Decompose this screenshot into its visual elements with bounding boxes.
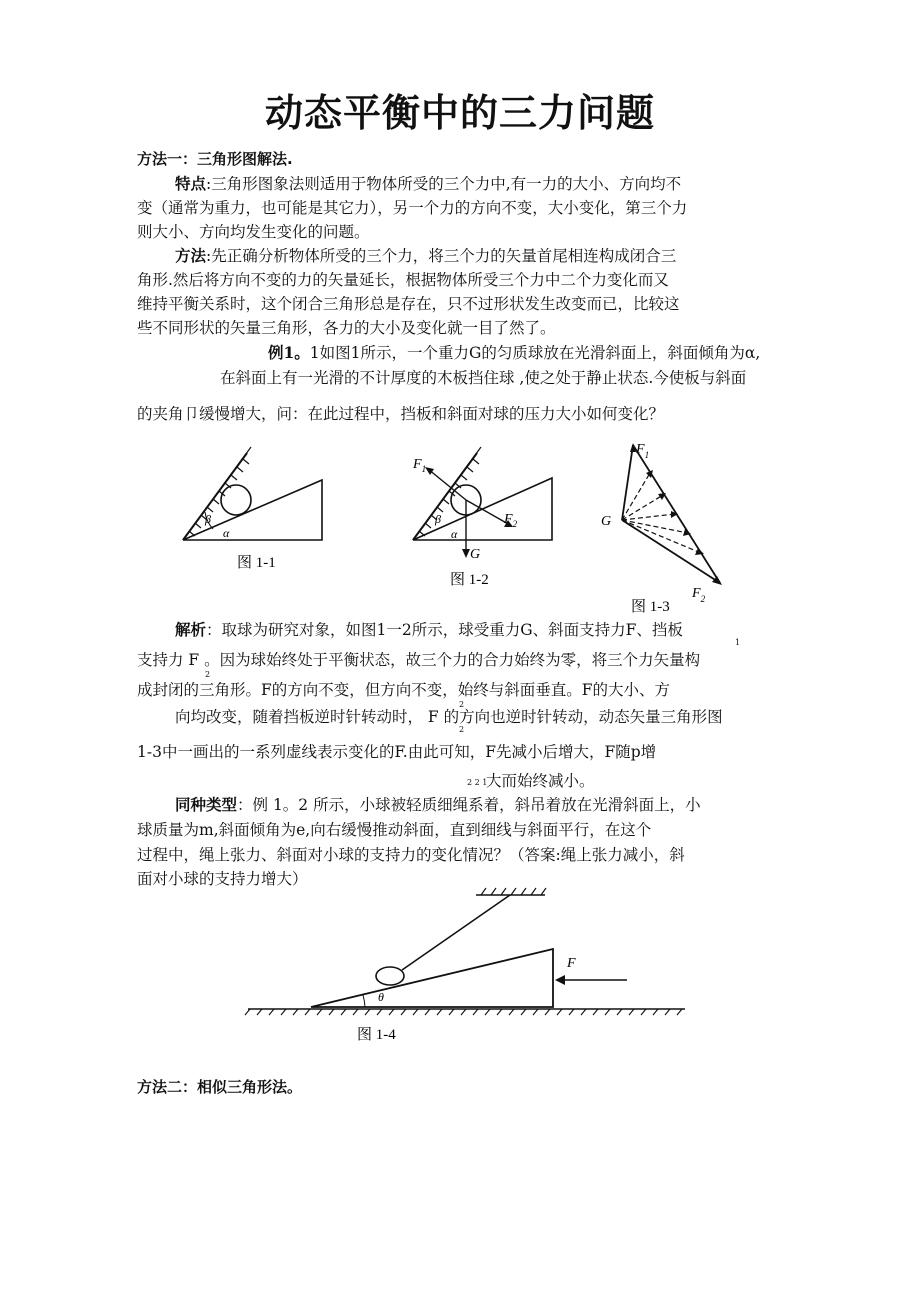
small-ball <box>376 967 404 985</box>
subscript-1: 1 <box>735 638 741 647</box>
same-type-line-1 <box>175 795 701 815</box>
same-type-text: ：例 1。2 所示，小球被轻质细绳系着，斜吊着放在光滑斜面上，小 <box>237 796 701 814</box>
example-label: 例1。 <box>268 343 310 362</box>
page-title: 动态平衡中的三力问题 <box>264 91 655 135</box>
alpha-label-1-1: α <box>223 526 230 540</box>
figure-1-2 <box>405 445 565 595</box>
same-type-line-4: 面对小球的支持力增大） <box>137 870 308 888</box>
alpha-label-1-2: α <box>451 527 458 541</box>
analysis-label: 解析 <box>175 620 207 639</box>
analysis-line-4: 向均改变，随着挡板逆时针转动时， F 的方向也逆时针转动，动态矢量三角形图 <box>175 708 723 726</box>
caption-1-4: 图 1-4 <box>357 1027 396 1043</box>
figure-1-1 <box>175 445 335 580</box>
ground-hatch <box>245 1009 682 1015</box>
example-line-2: 在斜面上有一光滑的不计厚度的木板挡住球 ,使之处于静止状态.今使板与斜面 <box>220 369 747 387</box>
feature-text: :三角形图象法则适用于物体所受的三个力中,有一力的大小、方向均不 <box>206 175 682 193</box>
feature-line-2: 变（通常为重力，也可能是其它力），另一个力的方向不变，大小变化，第三个力 <box>137 199 688 217</box>
analysis-text: ：取球为研究对象，如图1一2所示，球受重力G、斜面支持力F、挡板 <box>206 621 683 639</box>
analysis-line-2: 支持力 F 。因为球始终处于平衡状态，故三个力的合力始终为零，将三个力矢量构 <box>137 651 701 669</box>
method2-heading: 方法二：相似三角形法。 <box>137 1078 303 1096</box>
same-type-line-3: 过程中，绳上张力、斜面对小球的支持力的变化情况？（答案:绳上张力减小，斜 <box>137 846 685 864</box>
analysis-line-1 <box>175 620 683 640</box>
method-line-3: 维持平衡关系时，这个闭合三角形总是存在，只不过形状发生改变而已，比较这 <box>137 295 680 313</box>
beta-label-1-2: β <box>435 512 441 526</box>
subscript-2b: 2 <box>459 700 465 709</box>
example-line-3: 的夹角卩缓慢增大，问：在此过程中，挡板和斜面对球的压力大小如何变化？ <box>137 405 665 423</box>
method-text: :先正确分析物体所受的三个力，将三个力的矢量首尾相连构成闭合三 <box>206 247 677 265</box>
caption-1-1: 图 1-1 <box>237 555 276 571</box>
figure-1-3 <box>595 440 735 620</box>
same-type-label: 同种类型 <box>175 795 238 814</box>
feature-line-1 <box>175 174 681 194</box>
example-line-1 <box>268 343 760 363</box>
rope <box>402 895 510 970</box>
f1-label-1-3: $F_1$ <box>636 442 650 460</box>
method1-heading: 方法一：三角形图解法. <box>137 150 293 168</box>
caption-1-2: 图 1-2 <box>450 572 489 588</box>
method-line-1 <box>175 246 676 266</box>
g-label-1-3: G <box>601 514 612 529</box>
feature-label: 特点 <box>175 174 207 193</box>
f1-label-1-2: $F_1$ <box>413 457 427 474</box>
subscript-2c: 2 <box>459 725 465 734</box>
subscript-2a: 2 <box>205 670 211 679</box>
incline-1-4 <box>311 949 553 1007</box>
same-type-line-2: 球质量为m,斜面倾角为e,向右缓慢推动斜面，直到细线与斜面平行，在这个 <box>137 821 652 839</box>
ceiling-hatch <box>481 888 546 895</box>
method-label: 方法 <box>175 246 207 265</box>
caption-1-3: 图 1-3 <box>631 599 670 615</box>
f-label-1-4: F <box>567 956 576 971</box>
analysis-line-6: 大而始终减小。 <box>486 772 595 790</box>
g-label-1-2: G <box>470 547 481 562</box>
analysis-line-3: 成封闭的三角形。F的方向不变，但方向不变，始终与斜面垂直。F的大小、方 <box>137 681 671 699</box>
analysis-line-5: 1-3中一画出的一系列虚线表示变化的F.由此可知，F先减小后增大，F随p增 <box>137 743 657 761</box>
figure-1-4 <box>245 885 690 1050</box>
example-text: 1如图1所示，一个重力G的匀质球放在光滑斜面上，斜面倾角为α, <box>309 344 761 362</box>
f2-label-1-3: $F_2$ <box>692 586 706 604</box>
ball-1-1 <box>221 485 251 515</box>
g-vector-1-3 <box>622 445 633 520</box>
method-line-4: 些不同形状的矢量三角形，各力的大小及变化就一目了然了。 <box>137 319 556 337</box>
beta-label-1-1: β <box>205 512 211 526</box>
theta-label: θ <box>378 990 384 1004</box>
feature-line-3: 则大小、方向均发生变化的问题。 <box>137 223 370 241</box>
subscript-221: 2 2 1 <box>467 778 488 787</box>
method-line-2: 角形.然后将方向不变的力的矢量延长，根据物体所受三个力中二个力变化而又 <box>137 271 669 289</box>
f2-label-1-2: $F_2$ <box>504 512 518 529</box>
dashed-vectors-1-3 <box>622 473 701 553</box>
